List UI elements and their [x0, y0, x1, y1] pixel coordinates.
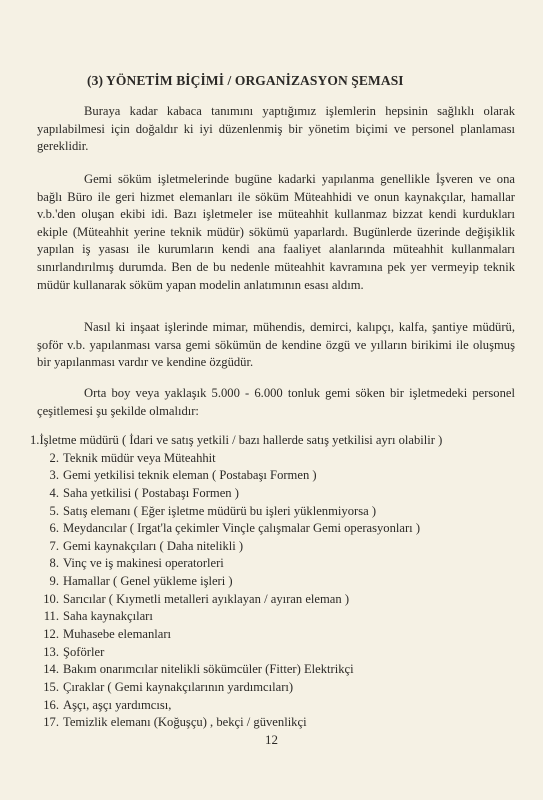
section-heading: (3) YÖNETİM BİÇİMİ / ORGANİZASYON ŞEMASI: [87, 73, 404, 88]
personnel-list: [30, 432, 515, 732]
list-number: 3.: [49, 468, 59, 483]
list-number: 7.: [49, 538, 59, 553]
list-number: 16.: [43, 697, 59, 712]
list-item: [30, 538, 515, 556]
list-item: [30, 450, 515, 468]
list-text: Gemi kaynakçıları ( Daha nitelikli ): [63, 538, 244, 553]
list-item: [30, 661, 515, 679]
list-text: İşletme müdürü ( İdari ve satış yetkili / bazı hallerde satış yetkilisi ayrı olabilir ): [39, 433, 443, 447]
list-item: [30, 432, 515, 450]
list-text: Hamallar ( Genel yükleme işleri ): [63, 574, 233, 589]
list-number: 8.: [49, 556, 59, 571]
list-item: [30, 626, 515, 644]
list-item: [30, 591, 515, 609]
list-item: [30, 503, 515, 521]
list-number: 17.: [43, 715, 59, 730]
list-number: 13.: [43, 644, 59, 659]
list-text: Temizlik elemanı (Koğuşçu) , bekçi / güvenlikçi: [63, 715, 307, 730]
list-item: [30, 555, 515, 573]
list-number: 2.: [49, 450, 59, 465]
list-number: 11.: [43, 609, 59, 624]
list-text: Gemi yetkilisi teknik eleman ( Postabaşı Formen ): [63, 468, 317, 483]
list-text: Bakım onarımcılar nitelikli sökümcüler (Fitter) Elektrikçi: [63, 662, 354, 677]
list-item: [30, 467, 515, 485]
list-item: [30, 714, 515, 732]
list-number: 14.: [43, 662, 59, 677]
page-number: 12: [265, 732, 278, 747]
paragraph-staff-intro: Orta boy veya yaklaşık 5.000 - 6.000 tonluk gemi söken bir işletmedeki personel çeşitlemesi şu şekilde olmalıdır:: [37, 386, 515, 418]
list-item: [30, 697, 515, 715]
list-number: 10.: [43, 591, 59, 606]
list-number: 1.: [30, 433, 40, 447]
list-text: Aşçı, aşçı yardımcısı,: [63, 697, 172, 712]
list-item: [30, 608, 515, 626]
list-number: 6.: [49, 521, 59, 536]
paragraph-intro: Buraya kadar kabaca tanımını yaptığımız işlemlerin hepsinin sağlıklı olarak yapılabilmesi için doğaldır ki iyi düzenlenmiş bir yönetim biçimi ve personel planlaması gereklidir.: [37, 104, 515, 154]
list-text: Saha kaynakçıları: [63, 609, 153, 624]
list-item: [30, 485, 515, 503]
list-text: Satış elemanı ( Eğer işletme müdürü bu işleri yüklenmiyorsa ): [63, 503, 377, 518]
paragraph-analogy: Nasıl ki inşaat işlerinde mimar, mühendis, demirci, kalıpçı, kalfa, şantiye müdürü, şoför v.b. yapılanması varsa gemi sökümün de kendine özgü ve yılların birikimi ile oluşmuş bir yapılanması vardır ve kendine özgüdür.: [37, 320, 515, 370]
list-text: Teknik müdür veya Müteahhit: [63, 450, 216, 465]
paragraph-history: Gemi söküm işletmelerinde bugüne kadarki yapılanma genellikle İşveren ve ona bağlı Büro ile geri hizmet elemanları ile söküm Müteahhidi ve onun kaynakçılar, hamallar v.b.'den oluşan ekibi idi. Bazı işletmeler ise müteahhit kullanmaz bizzat kendi kurdukları ekiple (Müteahhit yerine teknik müdür) sökümü yaparlardı. Bugünlerde üzerinde değişiklik yapılan iş yasası ile kurumların kendi ana faaliyet alanlarında müteahhit kullanmaları sınırlandırılmış durumda. Ben de bu nedenle müteahhit kavramına pek yer vermeyip teknik müdür kullanarak söküm yapan modelin anlatımının esası aldım.: [37, 172, 515, 292]
list-number: 4.: [49, 485, 59, 500]
list-text: Vinç ve iş makinesi operatorleri: [63, 556, 224, 571]
list-number: 12.: [43, 627, 59, 642]
list-item: [30, 679, 515, 697]
list-item: [30, 520, 515, 538]
list-item: [30, 644, 515, 662]
list-number: 15.: [43, 679, 59, 694]
list-item: [30, 573, 515, 591]
list-text: Şoförler: [63, 644, 105, 659]
list-number: 9.: [49, 574, 59, 589]
list-text: Sarıcılar ( Kıymetli metalleri ayıklayan / ayıran eleman ): [63, 591, 350, 606]
list-number: 5.: [49, 503, 59, 518]
list-text: Muhasebe elemanları: [63, 627, 172, 642]
list-text: Meydancılar ( Irgat'la çekimler Vinçle çalışmalar Gemi operasyonları ): [63, 521, 421, 536]
list-text: Çıraklar ( Gemi kaynakçılarının yardımcıları): [63, 679, 294, 694]
list-text: Saha yetkilisi ( Postabaşı Formen ): [63, 485, 239, 500]
